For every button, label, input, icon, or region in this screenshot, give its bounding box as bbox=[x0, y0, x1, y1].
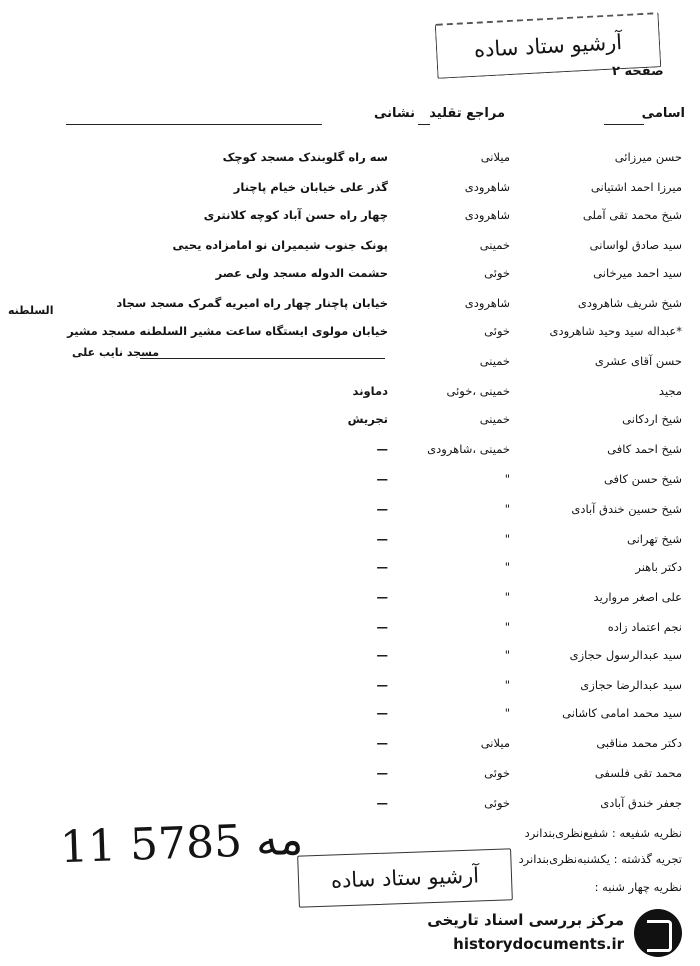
row-address: — bbox=[376, 678, 388, 692]
table-row bbox=[0, 620, 700, 644]
archive-logo-icon bbox=[634, 909, 682, 957]
row-address: — bbox=[376, 560, 388, 574]
table-row bbox=[0, 766, 700, 790]
row-marja: میلانی bbox=[480, 736, 510, 750]
row-address: تجریش bbox=[347, 412, 388, 426]
row-marja: " bbox=[504, 472, 510, 486]
table-row bbox=[0, 706, 700, 730]
row-address: حشمت الدوله مسجد ولی عصر bbox=[215, 266, 388, 280]
row-address: گذر علی خیابان خیام پاچنار bbox=[233, 180, 388, 194]
row-name: نظریه شفیعه : شفیع‌نظری‌بندانرد bbox=[524, 826, 682, 840]
archive-stamp-bottom-text: آرشیو ستاد ساده bbox=[330, 863, 480, 893]
table-row bbox=[0, 736, 700, 760]
row-name: سید صادق لواسانی bbox=[589, 238, 682, 252]
footer-title: مرکز بررسی اسناد تاریخی bbox=[427, 911, 624, 929]
table-row bbox=[0, 532, 700, 556]
row-address: — bbox=[376, 472, 388, 486]
row-name: دکتر محمد مناقبی bbox=[596, 736, 682, 750]
row-marja: خمینی bbox=[479, 238, 510, 252]
table-row bbox=[0, 412, 700, 436]
row-name: حسن آقای عشری bbox=[594, 354, 682, 368]
table-row bbox=[0, 590, 700, 614]
row-name: سید احمد میرخانی bbox=[593, 266, 682, 280]
row-address: — bbox=[376, 502, 388, 516]
row-name: شیخ حسن کافی bbox=[603, 472, 682, 486]
row-name: شیخ شریف شاهرودی bbox=[577, 296, 682, 310]
table-row bbox=[0, 442, 700, 466]
row-marja: میلانی bbox=[480, 150, 510, 164]
row-address: — bbox=[376, 736, 388, 750]
row-marja: " bbox=[504, 502, 510, 516]
table-row bbox=[0, 678, 700, 702]
row-name: شیخ حسین خندق آبادی bbox=[571, 502, 682, 516]
row-name: مجید bbox=[658, 384, 682, 398]
row-address: سه راه گلوبندک مسجد کوچک bbox=[222, 150, 388, 164]
table-row bbox=[0, 472, 700, 496]
row-marja: خمینی ،شاهرودی bbox=[427, 442, 510, 456]
row-marja: خمینی ،خوئی bbox=[446, 384, 510, 398]
footer-url[interactable]: historydocuments.ir bbox=[453, 935, 624, 953]
row-name: شیخ محمد تقی آملی bbox=[582, 208, 682, 222]
side-note: السلطنه bbox=[8, 304, 54, 317]
table-row bbox=[0, 180, 700, 204]
row-name: نجم اعتماد زاده bbox=[607, 620, 682, 634]
row-address: — bbox=[376, 706, 388, 720]
row-name: علی اصغر مروارید bbox=[593, 590, 682, 604]
row-address: خیابان پاچنار چهار راه امیریه گمرک مسجد سجاد bbox=[116, 296, 388, 310]
header-underline-marja bbox=[418, 124, 430, 125]
row-address: — bbox=[376, 620, 388, 634]
handwritten-number: 11 مه 5785 bbox=[59, 813, 304, 874]
row-address: خیابان مولوی ایستگاه ساعت مشیر السلطنه مسجد مشیر bbox=[67, 324, 388, 338]
row-name: شیخ تهرانی bbox=[626, 532, 682, 546]
table-row bbox=[0, 150, 700, 174]
row-address: — bbox=[376, 796, 388, 810]
table-row bbox=[0, 324, 700, 348]
row-marja: " bbox=[504, 706, 510, 720]
header-address: نشانی bbox=[373, 106, 415, 121]
row-address: چهار راه حسن آباد کوچه کلانتری bbox=[203, 208, 388, 222]
row-name: سید عبدالرسول حجازی bbox=[569, 648, 682, 662]
row-address: دماوند bbox=[352, 384, 388, 398]
footer bbox=[382, 905, 682, 960]
address-rule bbox=[140, 358, 385, 359]
row-marja: خمینی bbox=[479, 354, 510, 368]
table-row bbox=[0, 560, 700, 584]
row-marja: خوئی bbox=[484, 796, 510, 810]
row-marja: خمینی bbox=[479, 412, 510, 426]
table-row bbox=[0, 648, 700, 672]
row-marja: " bbox=[504, 560, 510, 574]
row-marja: شاهرودی bbox=[464, 296, 510, 310]
table-row bbox=[0, 384, 700, 408]
row-marja: شاهرودی bbox=[464, 208, 510, 222]
row-address: — bbox=[376, 532, 388, 546]
row-marja: " bbox=[504, 678, 510, 692]
archive-stamp-bottom bbox=[297, 848, 513, 907]
row-name: جعفر خندق آبادی bbox=[600, 796, 682, 810]
header-name: اسامی bbox=[641, 106, 685, 121]
row-name: شیخ احمد کافی bbox=[607, 442, 682, 456]
table-row bbox=[0, 238, 700, 262]
row-marja: " bbox=[504, 532, 510, 546]
row-marja: " bbox=[504, 620, 510, 634]
row-marja: خوئی bbox=[484, 766, 510, 780]
row-name: دکتر باهنر bbox=[635, 560, 682, 574]
table-row bbox=[0, 502, 700, 526]
row-name: میرزا احمد اشتیانی bbox=[590, 180, 682, 194]
row-marja: " bbox=[504, 590, 510, 604]
row-name: حسن میرزائی bbox=[614, 150, 682, 164]
page-number: صفحه ۲ bbox=[612, 64, 664, 79]
row-name: شیخ اردکانی bbox=[622, 412, 682, 426]
row-marja: خوئی bbox=[484, 324, 510, 338]
table-row bbox=[0, 266, 700, 290]
row-name: سید محمد امامی کاشانی bbox=[562, 706, 682, 720]
row-name: *عبداله سید وحید شاهرودی bbox=[549, 324, 682, 338]
row-name: تجریه گذشته : یکشنبه‌نظری‌بندانرد bbox=[518, 852, 682, 866]
archive-stamp-top-text: آرشیو ستاد ساده bbox=[473, 30, 623, 62]
header-underline-name bbox=[604, 124, 644, 125]
table-row bbox=[0, 208, 700, 232]
row-marja: شاهرودی bbox=[464, 180, 510, 194]
row-marja: " bbox=[504, 648, 510, 662]
row-address: پونک جنوب شیمیران نو امامزاده یحیی bbox=[172, 238, 388, 252]
row-address: — bbox=[376, 766, 388, 780]
row-address: — bbox=[376, 590, 388, 604]
table-row bbox=[0, 796, 700, 820]
row-name: سید عبدالرضا حجازی bbox=[580, 678, 682, 692]
row-name: نظریه چهار شنبه : bbox=[594, 880, 682, 894]
row-address: — bbox=[376, 442, 388, 456]
table-row bbox=[0, 296, 700, 320]
table-header bbox=[60, 106, 685, 130]
row-marja: خوئی bbox=[484, 266, 510, 280]
row-name: محمد تقی فلسفی bbox=[594, 766, 682, 780]
address-tail: مسجد نایب علی bbox=[72, 346, 160, 359]
header-marja: مراجع تقلید bbox=[429, 106, 505, 121]
row-address: — bbox=[376, 648, 388, 662]
header-underline-address bbox=[66, 124, 322, 125]
